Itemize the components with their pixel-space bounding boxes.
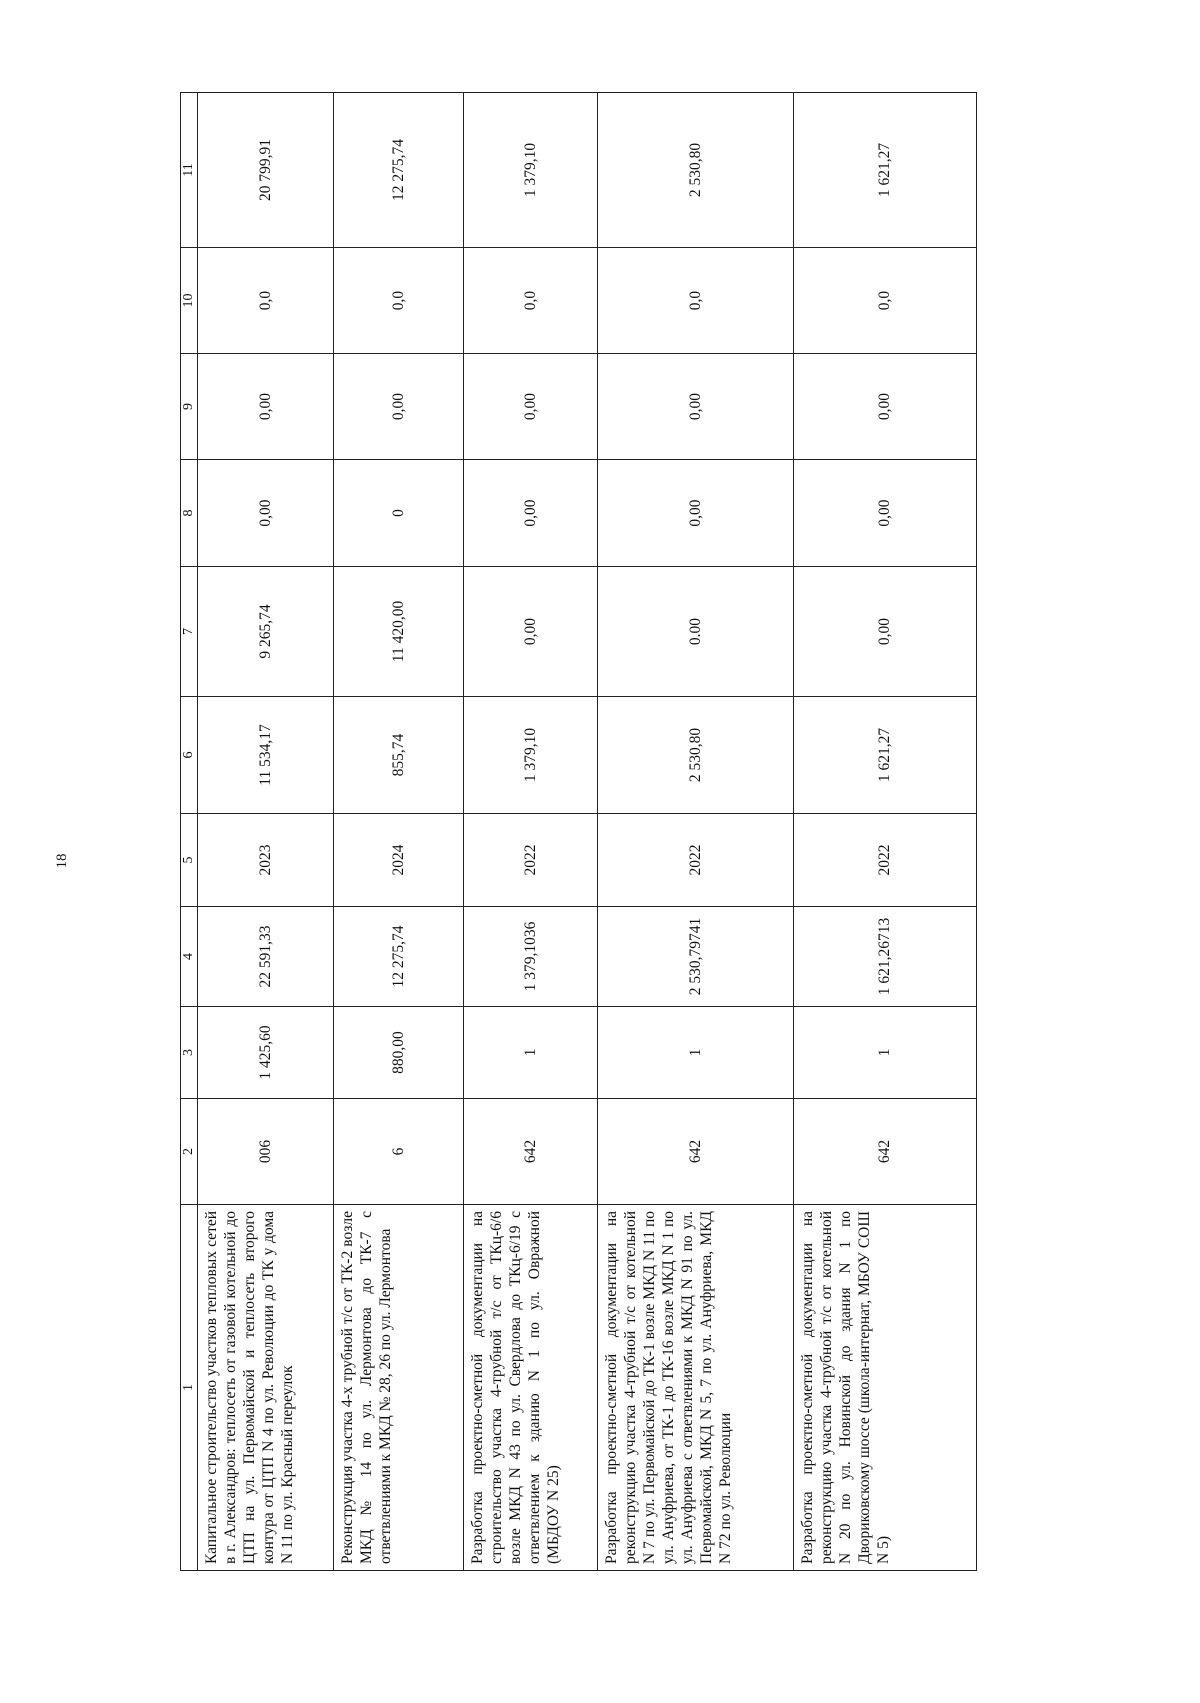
project-description: Разработка проектно-сметной документации на строительство участка 4-трубной т/с от ТКц-6/6 возле МКД N 43 по ул. Свердлова до ТКц-6/19 с ответвлением к зданию N 1 по ул. Овражной (МБДОУ N 25) bbox=[464, 1205, 598, 1571]
table-cell: 2 530,79741 bbox=[598, 907, 794, 1007]
column-header: 3 bbox=[181, 1007, 198, 1099]
table-cell: 1 621,27 bbox=[794, 697, 977, 814]
column-header: 5 bbox=[181, 814, 198, 907]
table-cell: 1 379,1036 bbox=[464, 907, 598, 1007]
table-cell: 9 265,74 bbox=[198, 567, 334, 697]
column-header: 8 bbox=[181, 460, 198, 567]
table-cell: 0,00 bbox=[794, 567, 977, 697]
column-header: 11 bbox=[181, 93, 198, 248]
table-cell: 0,00 bbox=[198, 354, 334, 460]
project-description: Капитальное строительство участков тепловых сетей в г. Александров: теплосеть от газовой котельной до ЦТП на ул. Первомайской и теплосеть второго контура от ЦТП N 4 по ул. Революции до ТК у дома N 11 по ул. Красный переулок bbox=[198, 1205, 334, 1571]
table-cell: 1 379,10 bbox=[464, 93, 598, 248]
table-cell: 0,00 bbox=[794, 460, 977, 567]
table-cell: 1 379,10 bbox=[464, 697, 598, 814]
table-cell: 0,00 bbox=[198, 460, 334, 567]
table-cell: 0,00 bbox=[464, 354, 598, 460]
table-row bbox=[464, 93, 598, 1571]
budget-table bbox=[180, 92, 977, 1571]
table-cell: 2 530,80 bbox=[598, 93, 794, 248]
column-header: 9 bbox=[181, 354, 198, 460]
table-cell: 0,00 bbox=[598, 354, 794, 460]
header-row bbox=[181, 93, 198, 1571]
column-header: 10 bbox=[181, 248, 198, 354]
column-header: 2 bbox=[181, 1099, 198, 1205]
table-cell: 1 425,60 bbox=[198, 1007, 334, 1099]
table-cell: 2024 bbox=[334, 814, 464, 907]
table-cell: 0,00 bbox=[598, 460, 794, 567]
table-cell: 11 534,17 bbox=[198, 697, 334, 814]
table-cell: 0,00 bbox=[334, 354, 464, 460]
table-cell: 0,0 bbox=[334, 248, 464, 354]
table-cell: 2022 bbox=[464, 814, 598, 907]
table-cell: 880,00 bbox=[334, 1007, 464, 1099]
table-cell: 6 bbox=[334, 1099, 464, 1205]
table-cell: 1 bbox=[598, 1007, 794, 1099]
project-description: Реконструкция участка 4-х трубной т/с от ТК-2 возле МКД № 14 по ул. Лермонтова до ТК-7 с ответвлениями к МКД № 28, 26 по ул. Лермонтова bbox=[334, 1205, 464, 1571]
table-cell: 855,74 bbox=[334, 697, 464, 814]
table-cell: 0,00 bbox=[464, 567, 598, 697]
table-cell: 2022 bbox=[794, 814, 977, 907]
budget-table-container bbox=[180, 93, 977, 1571]
table-cell: 2022 bbox=[598, 814, 794, 907]
table-cell: 1 bbox=[464, 1007, 598, 1099]
column-header: 4 bbox=[181, 907, 198, 1007]
table-cell: 11 420,00 bbox=[334, 567, 464, 697]
table-cell: 006 bbox=[198, 1099, 334, 1205]
table-cell: 12 275,74 bbox=[334, 907, 464, 1007]
table-cell: 1 621,26713 bbox=[794, 907, 977, 1007]
table-cell: 20 799,91 bbox=[198, 93, 334, 248]
table-cell: 0,0 bbox=[794, 248, 977, 354]
table-cell: 2 530,80 bbox=[598, 697, 794, 814]
table-cell: 642 bbox=[794, 1099, 977, 1205]
column-header: 6 bbox=[181, 697, 198, 814]
table-cell: 642 bbox=[598, 1099, 794, 1205]
table-cell: 0 bbox=[334, 460, 464, 567]
table-row bbox=[198, 93, 334, 1571]
table-cell: 642 bbox=[464, 1099, 598, 1205]
table-row bbox=[334, 93, 464, 1571]
table-cell: 0,0 bbox=[598, 248, 794, 354]
column-header: 1 bbox=[181, 1205, 198, 1571]
table-cell: 0.00 bbox=[598, 567, 794, 697]
project-description: Разработка проектно-сметной документации на реконструкцию участка 4-трубной т/с от котельной N 7 по ул. Первомайской до ТК-1 возле МКД N 11 по ул. Ануфриева, от ТК-1 до ТК-16 возле МКД N 1 по ул. Ануфриева с ответвлениями к МКД N 91 по ул. Первомайской, МКД N 5, 7 по ул. Ануфриева, МКД N 72 по ул. Революции bbox=[598, 1205, 794, 1571]
table-cell: 0,00 bbox=[794, 354, 977, 460]
table-cell: 2023 bbox=[198, 814, 334, 907]
table-cell: 0,0 bbox=[464, 248, 598, 354]
table-row bbox=[598, 93, 794, 1571]
table-cell: 0,00 bbox=[464, 460, 598, 567]
column-header: 7 bbox=[181, 567, 198, 697]
table-cell: 12 275,74 bbox=[334, 93, 464, 248]
table-cell: 1 621,27 bbox=[794, 93, 977, 248]
table-cell: 1 bbox=[794, 1007, 977, 1099]
table-cell: 22 591,33 bbox=[198, 907, 334, 1007]
project-description: Разработка проектно-сметной документации на реконструкцию участка 4-трубной т/с от котельной N 20 по ул. Новинской до здания N 1 по Двориковскому шоссе (школа-интернат, МБОУ СОШ N 5) bbox=[794, 1205, 977, 1571]
table-cell: 0,0 bbox=[198, 248, 334, 354]
page-number: 18 bbox=[54, 853, 70, 869]
table-row bbox=[794, 93, 977, 1571]
